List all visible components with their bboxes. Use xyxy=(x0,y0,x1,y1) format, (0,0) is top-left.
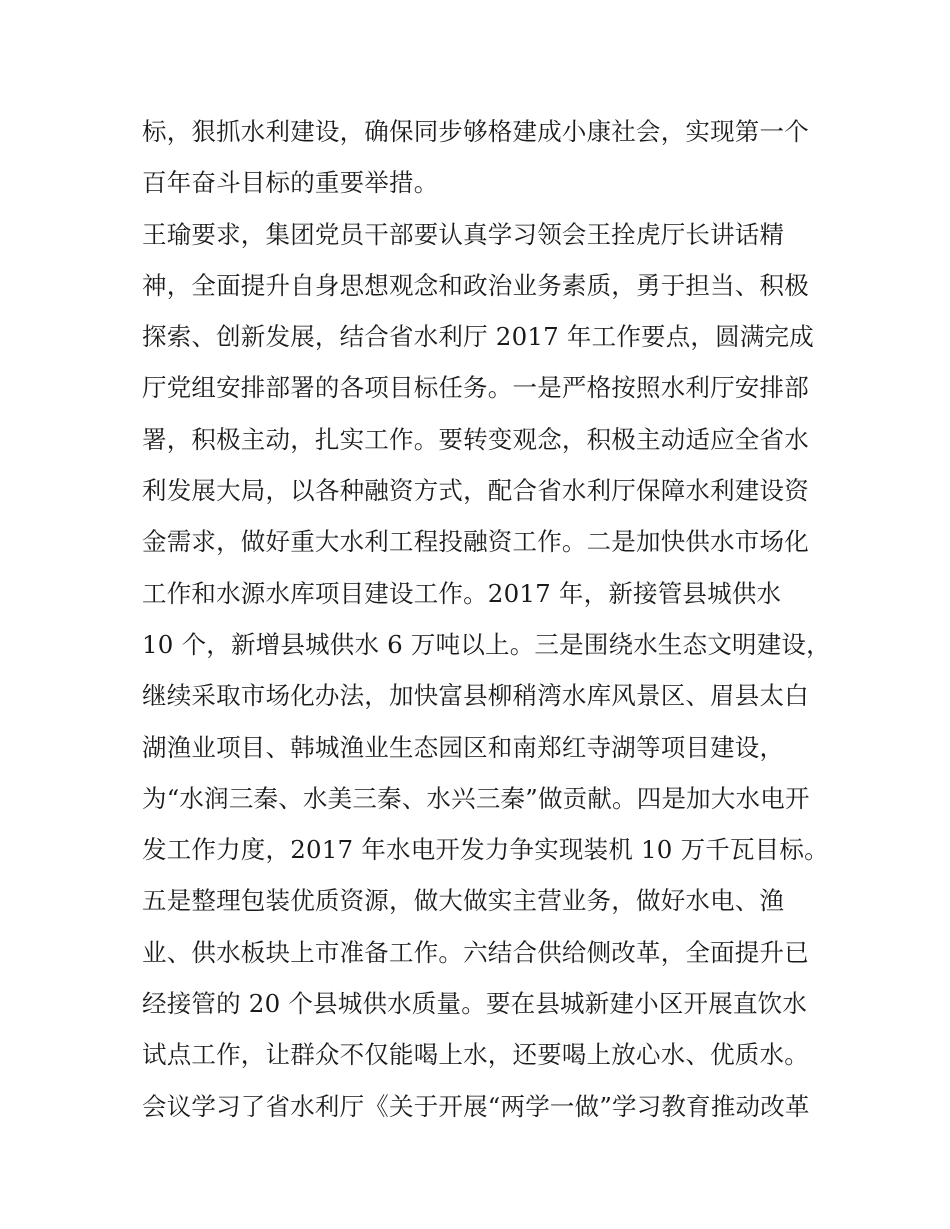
text-line: 经接管的 20 个县城供水质量。要在县城新建小区开展直饮水 xyxy=(142,989,808,1019)
text-line: 五是整理包装优质资源，做大做实主营业务，做好水电、渔 xyxy=(142,886,785,916)
text-line: 百年奋斗目标的重要举措。 xyxy=(142,168,439,198)
text-line: 利发展大局，以各种融资方式，配合省水利厅保障水利建设资 xyxy=(142,476,809,506)
text-line: 金需求，做好重大水利工程投融资工作。二是加快供水市场化 xyxy=(142,527,809,557)
text-line: 试点工作，让群众不仅能喝上水，还要喝上放心水、优质水。 xyxy=(142,1040,809,1070)
text-line: 业、供水板块上市准备工作。六结合供给侧改革，全面提升已 xyxy=(142,937,809,967)
text-line: 湖渔业项目、韩城渔业生态园区和南郑红寺湖等项目建设， xyxy=(142,732,785,762)
body-text xyxy=(142,106,832,1132)
text-line: 会议学习了省水利厅《关于开展“两学一做”学习教育推动改革 xyxy=(142,1091,810,1121)
text-line: 10 个，新增县城供水 6 万吨以上。三是围绕水生态文明建设， xyxy=(142,629,831,659)
text-line: 标，狠抓水利建设，确保同步够格建成小康社会，实现第一个 xyxy=(142,117,809,146)
text-line: 为“水润三秦、水美三秦、水兴三秦”做贡献。四是加大水电开 xyxy=(142,783,810,813)
text-line: 发工作力度，2017 年水电开发力争实现装机 10 万千瓦目标。 xyxy=(142,835,829,865)
text-line: 王瑜要求，集团党员干部要认真学习领会王拴虎厅长讲话精 xyxy=(142,219,785,249)
text-line: 继续采取市场化办法，加快富县柳稍湾水库风景区、眉县太白 xyxy=(142,681,809,711)
text-line: 署，积极主动，扎实工作。要转变观念，积极主动适应全省水 xyxy=(142,424,809,454)
text-line: 厅党组安排部署的各项目标任务。一是严格按照水利厅安排部 xyxy=(142,373,809,403)
text-line: 工作和水源水库项目建设工作。2017 年，新接管县城供水 xyxy=(142,578,782,608)
text-line: 探索、创新发展，结合省水利厅 2017 年工作要点，圆满完成 xyxy=(142,322,814,352)
text-line: 神，全面提升自身思想观念和政治业务素质，勇于担当、积极 xyxy=(142,270,809,300)
